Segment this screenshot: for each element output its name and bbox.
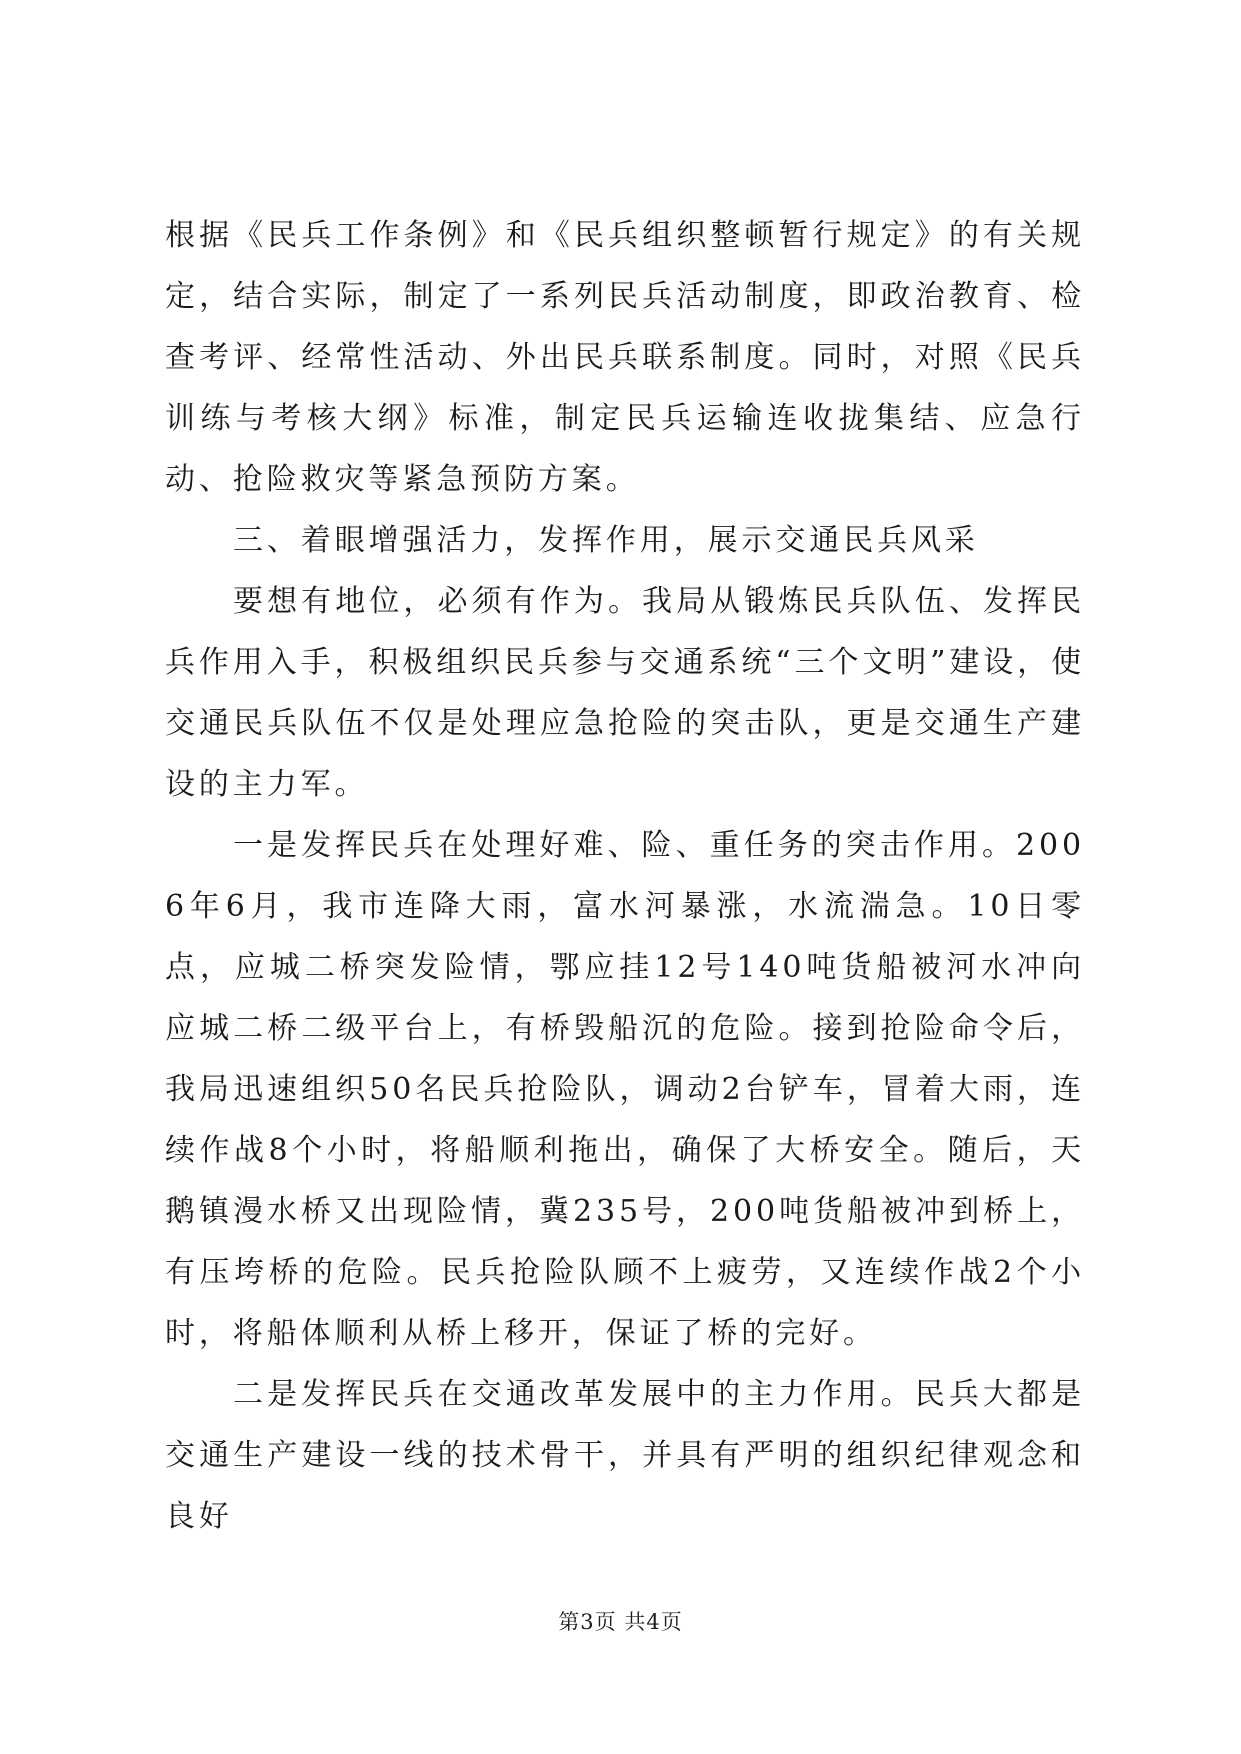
document-body bbox=[165, 205, 1085, 1547]
page-number-footer: 第3页 共4页 bbox=[558, 1610, 683, 1634]
section-heading-three: 三、着眼增强活力，发挥作用，展示交通民兵风采 bbox=[233, 523, 979, 558]
paragraph-regulations: 根据《民兵工作条例》和《民兵组织整顿暂行规定》的有关规定，结合实际，制定了一系列民兵活动制度，即政治教育、检查考评、经常性活动、外出民兵联系制度。同时，对照《民兵训练与考核大纲》标准，制定民兵运输连收拢集结、应急行动、抢险救灾等紧急预防方案。 bbox=[165, 218, 1085, 497]
paragraph-point-one: 一是发挥民兵在处理好难、险、重任务的突击作用。2006年6月，我市连降大雨，富水河暴涨，水流湍急。10日零点，应城二桥突发险情，鄂应挂12号140吨货船被河水冲向应城二桥二级平台上，有桥毁船沉的危险。接到抢险命令后，我局迅速组织50名民兵抢险队，调动2台铲车，冒着大雨，连续作战8个小时，将船顺利拖出，确保了大桥安全。随后，天鹅镇漫水桥又出现险情，冀235号，200吨货船被冲到桥上，有压垮桥的危险。民兵抢险队顾不上疲劳，又连续作战2个小时，将船体顺利从桥上移开，保证了桥的完好。 bbox=[165, 828, 1085, 1351]
paragraph-role: 要想有地位，必须有作为。我局从锻炼民兵队伍、发挥民兵作用入手，积极组织民兵参与交通系统“三个文明”建设，使交通民兵队伍不仅是处理应急抢险的突击队，更是交通生产建设的主力军。 bbox=[165, 584, 1085, 802]
paragraph-point-two: 二是发挥民兵在交通改革发展中的主力作用。民兵大都是交通生产建设一线的技术骨干，并具有严明的组织纪律观念和良好 bbox=[165, 1377, 1085, 1534]
